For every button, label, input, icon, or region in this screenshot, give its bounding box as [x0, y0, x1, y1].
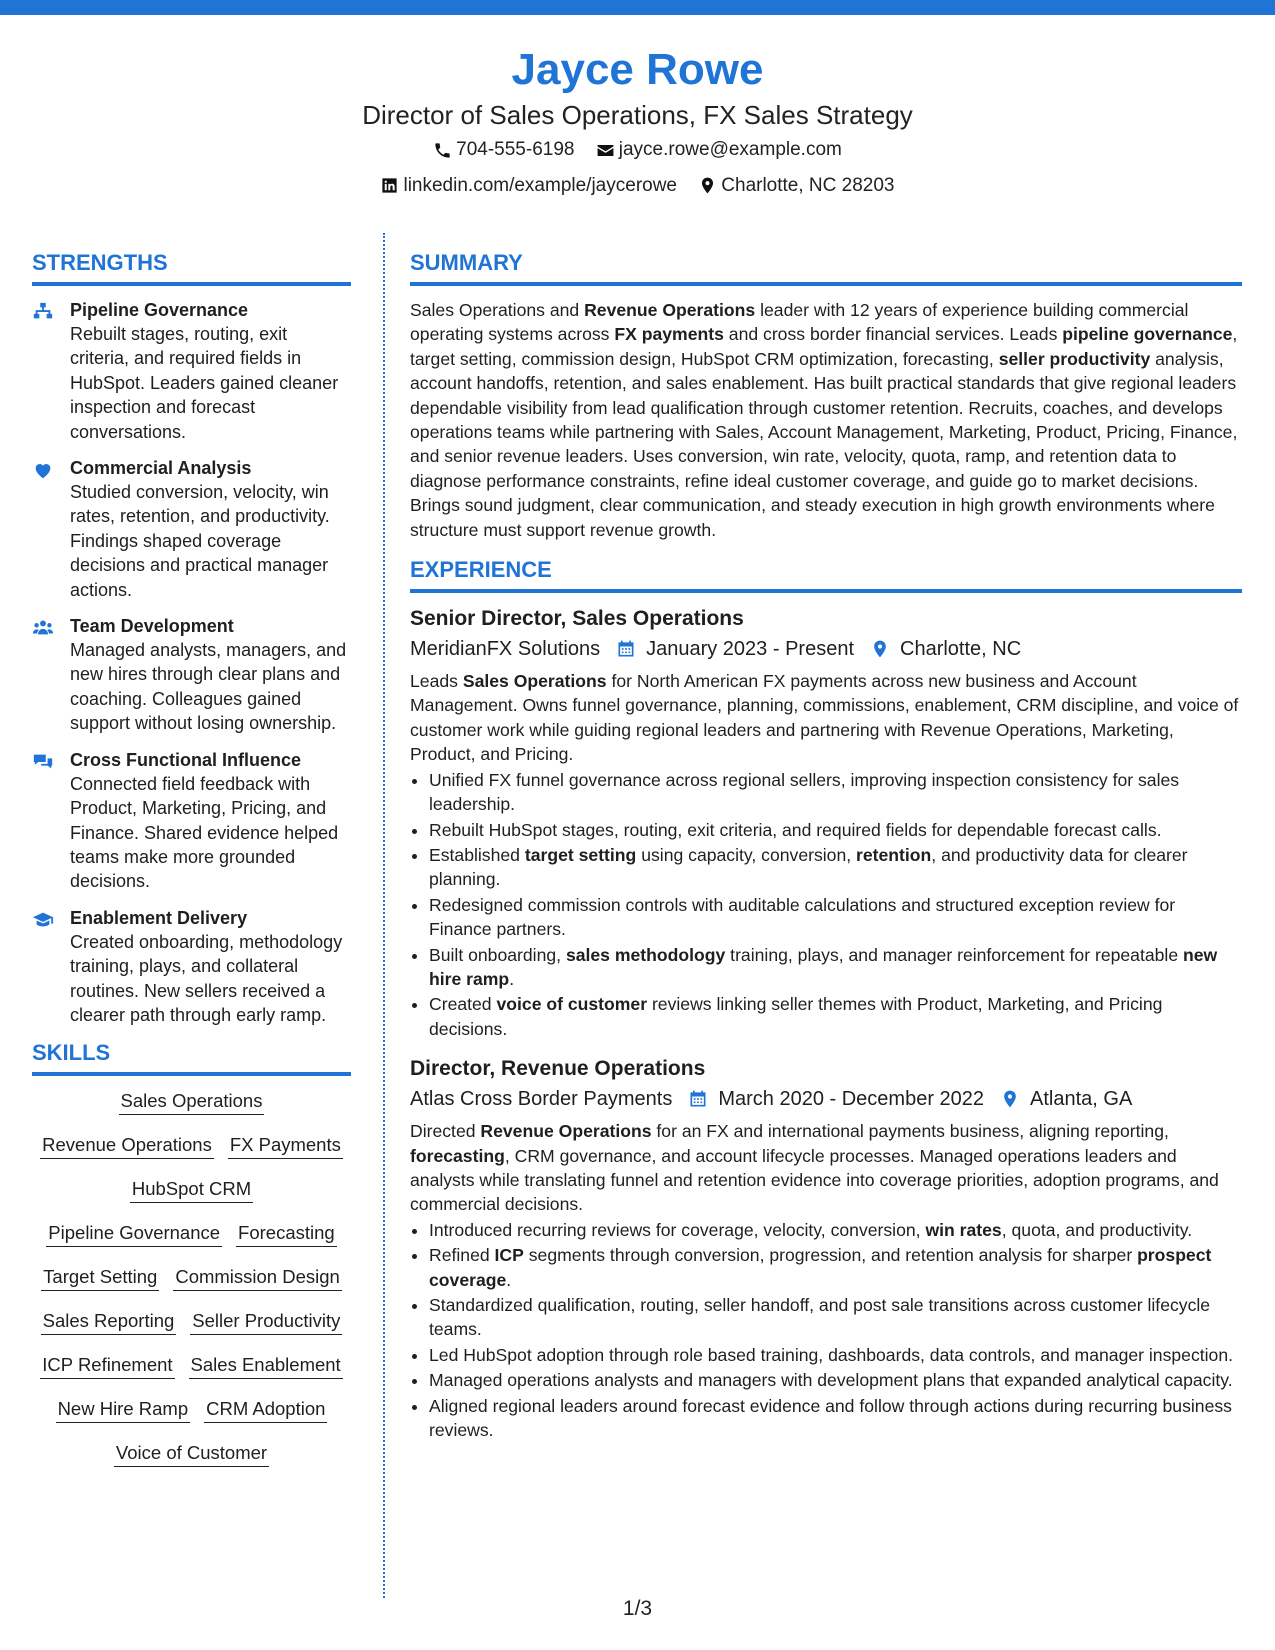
text-segment: Standardized qualification, routing, seller handoff, and post sale transitions across customer lifecycle teams. — [429, 1295, 1211, 1340]
strength-title: Enablement Delivery — [70, 907, 248, 928]
bold-keyword: Sales Operations — [462, 671, 607, 692]
candidate-title: Director of Sales Operations, FX Sales Strategy — [362, 100, 913, 130]
contact-row-2 — [0, 174, 1275, 203]
strength-description: Created onboarding, methodology training, plays, and collateral routines. New sellers received a clearer path through early ramp. — [70, 931, 343, 1025]
text-segment: , target setting, commission design, HubSpot CRM optimization, forecasting, — [410, 324, 1238, 369]
calendar-icon — [616, 639, 636, 659]
skill-tag: Sales Operations — [119, 1088, 265, 1115]
location-contact — [698, 174, 894, 198]
page-number: 1/3 — [622, 1597, 653, 1620]
strength-item — [32, 748, 351, 894]
strength-description: Rebuilt stages, routing, exit criteria, and required fields in HubSpot. Leaders gained cleaner inspection and forecast conversations. — [70, 324, 339, 442]
skill-tag: HubSpot CRM — [130, 1176, 253, 1203]
text-segment: Redesigned commission controls with auditable calculations and structured exception review for Finance partners. — [429, 894, 1176, 940]
skill-tag: ICP Refinement — [40, 1352, 174, 1379]
map-pin-icon — [870, 639, 890, 659]
text-segment: for an FX and international payments business, aligning reporting, — [651, 1121, 1169, 1142]
text-segment: Refined — [429, 1245, 495, 1266]
text-segment: using capacity, conversion, — [636, 844, 857, 865]
skill-tag: CRM Adoption — [204, 1396, 327, 1423]
skill-tag: Sales Enablement — [189, 1352, 343, 1379]
skill-row — [32, 1176, 351, 1206]
job-meta — [410, 635, 1242, 663]
bold-keyword: pipeline governance — [1062, 324, 1233, 345]
linkedin-contact[interactable] — [380, 174, 677, 198]
job-bullet — [429, 1243, 1242, 1292]
skill-row — [32, 1132, 351, 1162]
bold-keyword: sales methodology — [565, 944, 726, 965]
linkedin-icon — [380, 176, 399, 195]
text-segment: Created — [429, 994, 497, 1015]
text-segment: Managed operations analysts and managers with development plans that expanded analytical capacity. — [429, 1370, 1233, 1391]
strength-item — [32, 906, 351, 1028]
text-segment: Established — [429, 844, 525, 865]
job-bullet — [429, 1394, 1242, 1443]
phone-text: 704-555-6198 — [456, 139, 575, 160]
text-segment: . — [506, 1269, 512, 1290]
skill-tag: Target Setting — [41, 1264, 159, 1291]
strengths-heading: STRENGTHS — [32, 249, 351, 286]
strength-description: Studied conversion, velocity, win rates, retention, and productivity. Findings shaped coverage decisions and practical manager actions. — [70, 482, 330, 600]
text-segment: for North American FX payments across new business and Account Management. Owns funnel governance, planning, commissions, enablement, CRM discipline, and voice of customer work while guiding regional leaders and partnering with Revenue Operations, Marketing, Product, and Pricing. — [410, 671, 1239, 765]
text-segment: Sales Operations and — [410, 300, 585, 320]
skill-tag: Forecasting — [236, 1220, 337, 1247]
text-segment: Aligned regional leaders around forecast evidence and follow through actions during recurring business reviews. — [429, 1395, 1232, 1441]
bold-keyword: win rates — [925, 1219, 1002, 1240]
text-segment: Unified FX funnel governance across regional sellers, improving inspection consistency for sales leadership. — [429, 769, 1180, 815]
text-segment: Built onboarding, — [429, 944, 566, 965]
job-dates: January 2023 - Present — [646, 638, 854, 661]
text-segment: Leads — [410, 671, 463, 692]
email-contact[interactable] — [596, 138, 842, 162]
skills-list — [32, 1088, 351, 1470]
text-segment: Led HubSpot adoption through role based training, dashboards, data controls, and manager inspection. — [429, 1344, 1233, 1365]
skill-tag: Pipeline Governance — [46, 1220, 222, 1247]
bold-keyword: ICP — [494, 1245, 524, 1266]
experience-list — [410, 605, 1242, 1442]
map-pin-icon — [698, 176, 717, 195]
job-bullet — [429, 943, 1242, 992]
text-segment: , quota, and productivity. — [1001, 1219, 1193, 1240]
sitemap-icon — [32, 298, 70, 444]
skill-row — [32, 1220, 351, 1250]
job-bullet — [429, 1293, 1242, 1342]
comments-icon — [32, 748, 70, 894]
text-segment: Directed — [410, 1121, 481, 1142]
skill-row — [32, 1264, 351, 1294]
top-accent-bar — [0, 0, 1275, 15]
strength-title: Commercial Analysis — [70, 458, 252, 479]
map-pin-icon — [1000, 1089, 1020, 1109]
job-bullet — [429, 1368, 1242, 1392]
candidate-name: Jayce Rowe — [511, 45, 764, 94]
heart-icon — [32, 456, 70, 602]
skill-tag: Seller Productivity — [190, 1308, 342, 1335]
job-title: Senior Director, Sales Operations — [410, 607, 744, 631]
bold-keyword: prospect coverage — [429, 1245, 1212, 1290]
job-description — [410, 1119, 1242, 1217]
text-segment: Rebuilt HubSpot stages, routing, exit criteria, and required fields for dependable forecast calls. — [429, 819, 1162, 840]
strength-item — [32, 456, 351, 602]
text-segment: . — [509, 968, 515, 989]
skill-tag: Revenue Operations — [40, 1132, 214, 1159]
bold-keyword: voice of customer — [496, 994, 648, 1015]
text-segment: leader with 12 years of experience building commercial operating systems across — [410, 300, 1189, 345]
bold-keyword: target setting — [524, 844, 637, 865]
phone-icon — [433, 141, 452, 160]
text-segment: Introduced recurring reviews for coverage, velocity, conversion, — [429, 1219, 926, 1240]
envelope-icon — [596, 141, 615, 160]
summary-heading: SUMMARY — [410, 249, 1242, 286]
job-bullet — [429, 818, 1242, 842]
strength-title: Team Development — [70, 616, 234, 637]
job-dates: March 2020 - December 2022 — [718, 1088, 985, 1111]
job-bullets — [410, 1218, 1242, 1443]
text-segment: analysis, account handoffs, retention, and sales enablement. Has built practical standards that give regional leaders dependable visibility from lead qualification through customer retention. Recruits, coaches, and develops operations teams while partnering with Sales, Account Management, Marketing, Product, Pricing, Finance, and senior revenue leaders. Uses conversion, win rate, velocity, quota, ramp, and retention data to diagnose performance constraints, refine ideal customer coverage, and guide go to market decisions. Brings sound judgment, clear communication, and steady execution in high growth environments where structure must support revenue growth. — [410, 348, 1238, 540]
job-bullet — [429, 992, 1242, 1041]
skill-tag: Sales Reporting — [41, 1308, 177, 1335]
strength-description: Connected field feedback with Product, Marketing, Pricing, and Finance. Shared evidence helped teams make more grounded decisions. — [70, 773, 339, 892]
job-bullet — [429, 768, 1242, 817]
strength-title: Cross Functional Influence — [70, 749, 302, 770]
right-column — [410, 249, 1242, 1456]
strength-item — [32, 614, 351, 736]
left-column — [32, 249, 351, 1484]
job-company: Atlas Cross Border Payments — [410, 1088, 673, 1111]
skill-row — [32, 1088, 351, 1118]
job-entry — [410, 605, 1242, 1041]
column-divider — [383, 233, 385, 1598]
job-location: Atlanta, GA — [1030, 1088, 1133, 1111]
skill-tag: Voice of Customer — [114, 1440, 269, 1467]
email-text: jayce.rowe@example.com — [618, 139, 842, 160]
strength-description: Managed analysts, managers, and new hires through clear plans and coaching. Colleagues gained support without losing ownership. — [70, 640, 347, 734]
location-text: Charlotte, NC 28203 — [721, 174, 895, 196]
text-segment: , and productivity data for clearer planning. — [429, 844, 1188, 890]
skill-row — [32, 1308, 351, 1338]
bold-keyword: Revenue Operations — [584, 300, 756, 320]
text-segment: and cross border financial services. Leads — [723, 324, 1063, 345]
bold-keyword: FX payments — [614, 324, 724, 345]
job-bullet — [429, 843, 1242, 892]
text-segment: segments through conversion, progression, and retention analysis for sharper — [523, 1245, 1138, 1266]
summary-text — [410, 298, 1242, 542]
users-icon — [32, 614, 70, 736]
calendar-icon — [688, 1089, 708, 1109]
job-bullets — [410, 768, 1242, 1041]
bold-keyword: Revenue Operations — [480, 1121, 652, 1142]
bold-keyword: new hire ramp — [429, 944, 1218, 989]
job-bullet — [429, 1343, 1242, 1367]
skill-tag: FX Payments — [228, 1132, 343, 1159]
strength-item — [32, 298, 351, 444]
skill-tag: Commission Design — [173, 1264, 342, 1291]
contact-row-1 — [0, 138, 1275, 167]
job-title: Director, Revenue Operations — [410, 1057, 706, 1081]
strength-title: Pipeline Governance — [70, 300, 249, 320]
graduation-cap-icon — [32, 906, 70, 1028]
skill-row — [32, 1396, 351, 1426]
job-entry — [410, 1055, 1242, 1442]
job-bullet — [429, 1218, 1242, 1242]
skill-tag: New Hire Ramp — [56, 1396, 191, 1423]
bold-keyword: retention — [856, 844, 932, 865]
skills-heading: SKILLS — [32, 1039, 351, 1076]
strengths-list — [32, 298, 351, 1027]
resume-header — [0, 44, 1275, 202]
job-location: Charlotte, NC — [900, 638, 1022, 661]
bold-keyword: seller productivity — [998, 348, 1151, 369]
experience-heading: EXPERIENCE — [410, 556, 1242, 593]
job-company: MeridianFX Solutions — [410, 638, 601, 661]
linkedin-text: linkedin.com/example/jaycerowe — [403, 174, 677, 196]
job-meta — [410, 1085, 1242, 1113]
skill-row — [32, 1440, 351, 1470]
job-bullet — [429, 893, 1242, 942]
text-segment: , CRM governance, and account lifecycle processes. Managed operations leaders and analysts while translating funnel and retention evidence into coverage priorities, adoption programs, and commercial decisions. — [410, 1145, 1219, 1215]
job-description — [410, 669, 1242, 767]
text-segment: training, plays, and manager reinforcement for repeatable — [725, 944, 1183, 965]
text-segment: reviews linking seller themes with Product, Marketing, and Pricing decisions. — [429, 994, 1163, 1039]
phone-contact[interactable] — [433, 138, 574, 162]
bold-keyword: forecasting — [410, 1145, 505, 1166]
skill-row — [32, 1352, 351, 1382]
